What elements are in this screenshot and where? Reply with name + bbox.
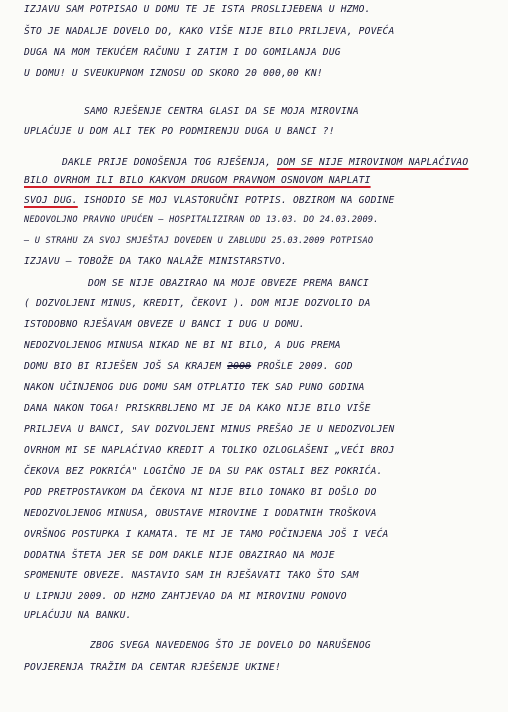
underlined-phrase-1: DOM SE NIJE MIROVINOM NAPLAĆIVAO bbox=[277, 157, 469, 168]
letter-line-11: – U STRAHU ZA SVOJ SMJEŠTAJ DOVEDEN U ZABLUDU 25.03.2009 POTPISAO bbox=[24, 236, 374, 246]
letter-line-19: DANA NAKON TOGA! PRISKRBLJENO MI JE DA KAKO NIJE BILO VIŠE bbox=[24, 403, 371, 414]
letter-line-2: ŠTO JE NADALJE DOVELO DO, KAKO VIŠE NIJE BILO PRILJEVA, POVEĆA bbox=[24, 26, 395, 37]
letter-line-28: U LIPNJU 2009. OD HZMO ZAHTJEVAO DA MI MIROVINU PONOVO bbox=[24, 591, 347, 602]
letter-line-9 bbox=[24, 195, 395, 206]
letter-line-21: OVRHOM MI SE NAPLAĆIVAO KREDIT A TOLIKO OZLOGLAŠENI „VEĆI BROJ bbox=[24, 445, 395, 456]
letter-line-17-start: DOMU BIO BI RIJEŠEN JOŠ SA KRAJEM bbox=[24, 361, 222, 372]
letter-line-22: ČEKOVA BEZ POKRIĆA" LOGIČNO JE DA SU PAK OSTALI BEZ POKRIĆA. bbox=[24, 466, 383, 477]
letter-line-7-start: DAKLE PRIJE DONOŠENJA TOG RJEŠENJA, bbox=[62, 157, 272, 168]
letter-line-9-rest: ISHODIO SE MOJ VLASTORUČNI POTPIS. OBZIROM NA GODINE bbox=[83, 195, 395, 206]
letter-line-6: UPLAĆUJE U DOM ALI TEK PO PODMIRENJU DUGA U BANCI ?! bbox=[24, 126, 335, 137]
letter-line-31: POVJERENJA TRAŽIM DA CENTAR RJEŠENJE UKINE! bbox=[24, 662, 281, 673]
letter-line-20: PRILJEVA U BANCI, SAV DOZVOLJENI MINUS PREŠAO JE U NEDOZVOLJEN bbox=[24, 424, 395, 435]
underlined-phrase-2: BILO OVRHOM ILI BILO KAKVOM DRUGOM PRAVNOM OSNOVOM NAPLATI bbox=[24, 175, 371, 186]
letter-line-10: NEDOVOLJNO PRAVNO UPUĆEN – HOSPITALIZIRAN OD 13.03. DO 24.03.2009. bbox=[24, 215, 379, 225]
letter-line-7 bbox=[62, 157, 468, 168]
letter-line-13: DOM SE NIJE OBAZIRAO NA MOJE OBVEZE PREMA BANCI bbox=[88, 278, 369, 289]
letter-line-27: SPOMENUTE OBVEZE. NASTAVIO SAM IH RJEŠAVATI TAKO ŠTO SAM bbox=[24, 570, 359, 581]
crossed-out-word: 2008 bbox=[227, 361, 252, 372]
letter-line-29: UPLAĆUJU NA BANKU. bbox=[24, 610, 132, 621]
letter-line-18: NAKON UČINJENOG DUG DOMU SAM OTPLATIO TEK SAD PUNO GODINA bbox=[24, 382, 365, 393]
letter-line-15: ISTODOBNO RJEŠAVAM OBVEZE U BANCI I DUG U DOMU. bbox=[24, 319, 305, 330]
letter-line-25: OVRŠNOG POSTUPKA I KAMATA. TE MI JE TAMO POČINJENA JOŠ I VEĆA bbox=[24, 529, 389, 540]
letter-line-26: DODATNA ŠTETA JER SE DOM DAKLE NIJE OBAZIRAO NA MOJE bbox=[24, 550, 335, 561]
letter-line-3: DUGA NA MOM TEKUĆEM RAČUNU I ZATIM I DO GOMILANJA DUG bbox=[24, 47, 341, 58]
letter-line-5: SAMO RJEŠENJE CENTRA GLASI DA SE MOJA MIROVINA bbox=[84, 106, 359, 117]
letter-line-16: NEDOZVOLJENOG MINUSA NIKAD NE BI NI BILO, A DUG PREMA bbox=[24, 340, 341, 351]
letter-line-23: POD PRETPOSTAVKOM DA ČEKOVA NI NIJE BILO IONAKO BI DOŠLO DO bbox=[24, 487, 377, 498]
letter-line-17 bbox=[24, 361, 353, 372]
letter-line-4: U DOMU! U SVEUKUPNOM IZNOSU OD SKORO 20 000,00 KN! bbox=[24, 68, 323, 79]
letter-line-17-end: PROŠLE 2009. GOD bbox=[257, 361, 353, 372]
letter-line-14: ( DOZVOLJENI MINUS, KREDIT, ČEKOVI ). DOM MIJE DOZVOLIO DA bbox=[24, 298, 371, 309]
letter-line-12: IZJAVU – TOBOŽE DA TAKO NALAŽE MINISTARSTVO. bbox=[24, 256, 287, 267]
letter-line-30: ZBOG SVEGA NAVEDENOG ŠTO JE DOVELO DO NARUŠENOG bbox=[90, 640, 371, 651]
underlined-phrase-3: SVOJ DUG. bbox=[24, 195, 78, 206]
letter-line-1: IZJAVU SAM POTPISAO U DOMU TE JE ISTA PROSLIJEĐENA U HZMO. bbox=[24, 4, 371, 15]
letter-line-24: NEDOZVOLJENOG MINUSA, OBUSTAVE MIROVINE I DODATNIH TROŠKOVA bbox=[24, 508, 377, 519]
